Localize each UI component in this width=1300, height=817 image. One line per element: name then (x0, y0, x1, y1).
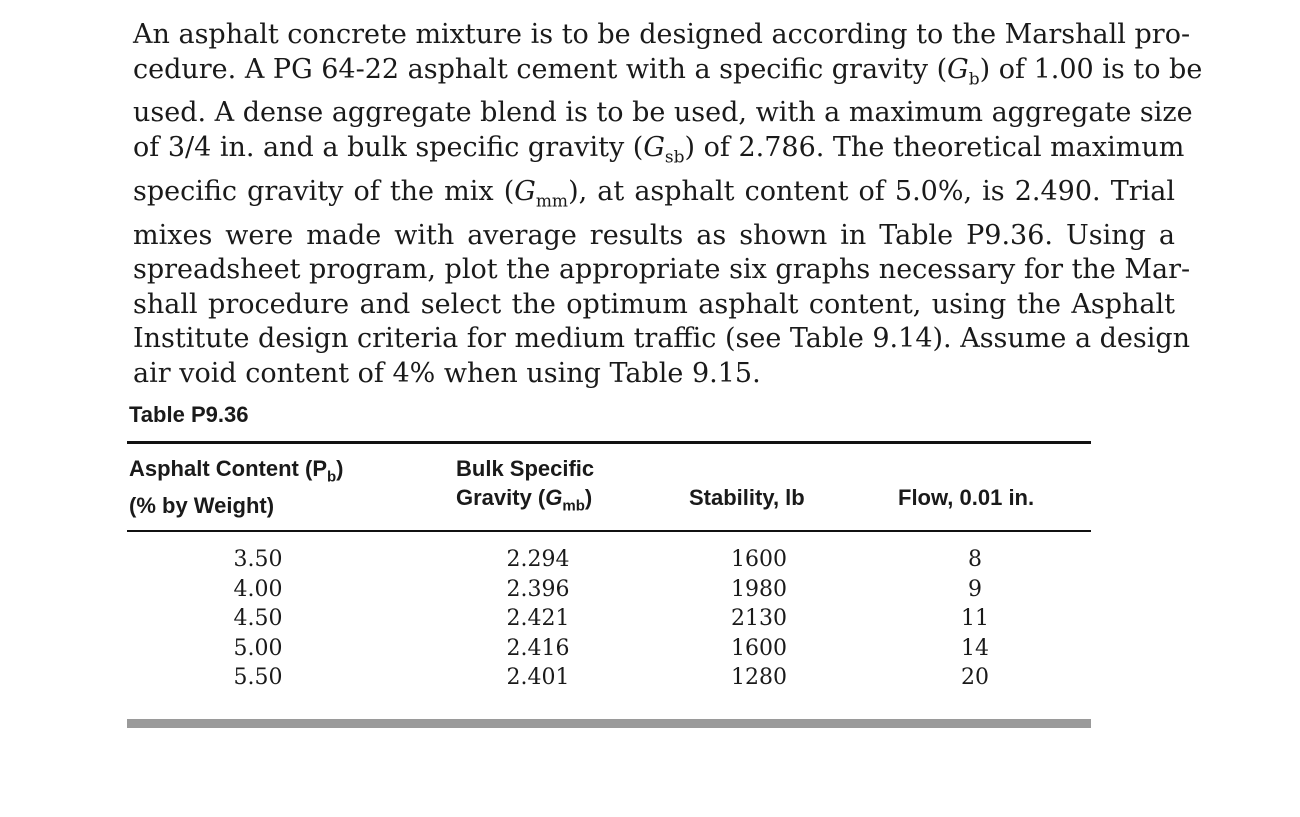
header-stability: Stability, lb (689, 485, 805, 510)
problem-line: An asphalt concrete mixture is to be designed according to the Marshall pro- (133, 19, 1191, 50)
header-flow: Flow, 0.01 in. (898, 485, 1035, 510)
table-cell: 2.421 (506, 606, 570, 631)
table-cell: 2.416 (506, 635, 570, 661)
table-cell: 11 (961, 606, 989, 631)
problem-line: cedure. A PG 64-22 asphalt cement with a specific gravity $(G_b)$ of 1.00 is to be (133, 53, 1203, 89)
table-cell: 1980 (731, 576, 787, 602)
table-cell: 9 (968, 576, 982, 602)
table-cell: 5.00 (233, 635, 283, 661)
problem-statement (133, 18, 1203, 391)
problem-line: shall procedure and select the optimum asphalt content, using the Asphalt (133, 288, 1175, 320)
table-cell: 2.294 (506, 547, 570, 572)
header-asphalt-content: Asphalt Content $(P_b)$ (% by Weight) (129, 456, 344, 519)
problem-line: specific gravity of the mix $(G_{mm})$, at asphalt content of 5.0%, is 2.490. Trial (133, 175, 1176, 212)
problem-line: spreadsheet program, plot the appropriate six graphs necessary for the Mar- (133, 254, 1191, 286)
problem-line: mixes were made with average results as shown in Table P9.36. Using a (133, 219, 1175, 251)
column-flow (945, 545, 1005, 693)
table-header-rule (127, 530, 1091, 532)
table-cell: 1280 (731, 665, 787, 690)
table-cell: 2.396 (506, 576, 570, 602)
table-cell: 8 (968, 547, 982, 572)
problem-line: air void content of 4% when using Table 9.15. (133, 357, 761, 389)
problem-line: used. A dense aggregate blend is to be used, with a maximum aggregate size (133, 97, 1193, 129)
table-cell: 2.401 (506, 665, 570, 690)
problem-line: Institute design criteria for medium traffic (see Table 9.14). Assume a design (133, 323, 1191, 355)
column-bulk-specific-gravity (496, 545, 580, 693)
table-cell: 3.50 (233, 547, 283, 572)
table-cell: 2130 (731, 606, 787, 631)
header-bulk-specific-gravity: Bulk Specific Gravity $(G_{mb})$ (456, 456, 595, 515)
table-cell: 4.50 (233, 606, 283, 631)
table-cell: 5.50 (233, 665, 283, 690)
table-title: Table P9.36 (129, 402, 249, 427)
table-cell: 4.00 (233, 576, 283, 602)
column-stability (717, 545, 801, 693)
table-cell: 14 (961, 635, 989, 661)
problem-line: of 3/4 in. and a bulk specific gravity $(G_{sb})$ of 2.786. The theoretical maximum (133, 131, 1185, 168)
column-asphalt-content (218, 545, 298, 693)
table-bottom-rule (127, 719, 1091, 728)
table-cell: 20 (961, 665, 989, 690)
table-cell: 1600 (731, 635, 787, 661)
table-cell: 1600 (731, 547, 787, 572)
table-top-rule (127, 441, 1091, 444)
